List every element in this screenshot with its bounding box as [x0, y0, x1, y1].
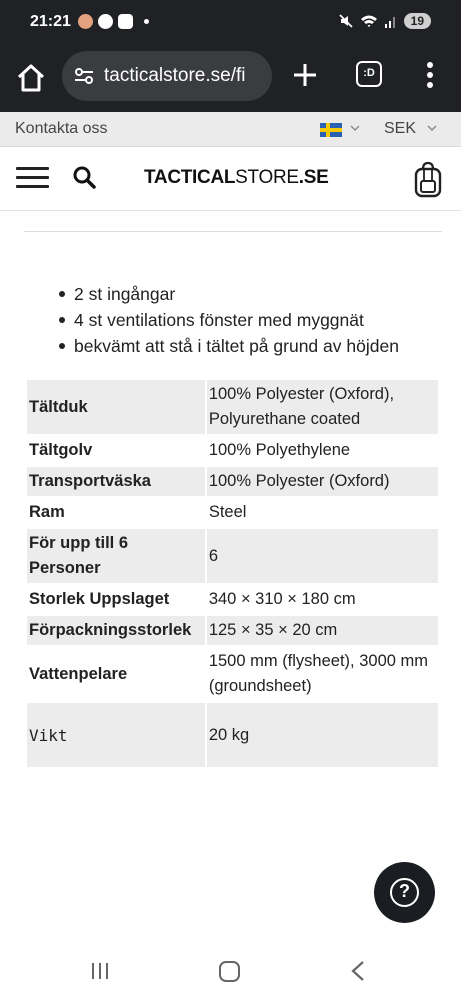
system-status-icons [338, 13, 431, 29]
spec-value: Steel [208, 503, 247, 521]
currency-chevron-down-icon[interactable] [427, 123, 437, 133]
help-button[interactable] [374, 862, 435, 923]
address-bar[interactable] [62, 51, 272, 101]
swedish-flag-icon[interactable] [320, 123, 342, 137]
browser-toolbar [0, 46, 461, 112]
table-row [27, 703, 438, 767]
list-item: 2 st ingångar [56, 283, 399, 309]
spec-value: 6 [207, 529, 438, 583]
home-icon[interactable] [15, 62, 47, 94]
logo-suffix-text: .SE [298, 167, 329, 188]
language-chevron-down-icon[interactable] [350, 123, 360, 133]
site-top-strip [0, 112, 461, 147]
spec-value: 1500 mm (flysheet), 3000 mm (groundsheet) [208, 652, 428, 695]
status-bar [0, 0, 461, 46]
table-row [27, 529, 438, 583]
battery-level: 19 [404, 13, 431, 29]
spec-key: För upp till 6 Personer [27, 529, 205, 583]
spec-value: 100% Polyethylene [208, 441, 351, 459]
status-time: 21:21 [30, 13, 71, 30]
feature-list [56, 283, 399, 361]
url-text: tacticalstore.se/fi [104, 65, 246, 86]
table-row [27, 498, 438, 527]
spec-key: Ram [29, 503, 65, 521]
more-notifications-dot-icon [144, 19, 149, 24]
contact-link[interactable]: Kontakta oss [15, 120, 108, 137]
table-row [27, 380, 438, 434]
discord-icon [118, 14, 133, 29]
messenger-icon [98, 14, 113, 29]
table-row [27, 585, 438, 614]
mute-icon [338, 13, 354, 29]
table-row [27, 436, 438, 465]
spec-value: 340 × 310 × 180 cm [208, 590, 356, 608]
spec-value: 100% Polyester (Oxford) [207, 467, 438, 496]
notification-icons [78, 14, 149, 29]
logo-light-text: STORE [235, 167, 299, 188]
more-menu-icon[interactable] [418, 60, 442, 90]
avatar-notification-icon [78, 14, 93, 29]
backpack-cart-icon[interactable] [412, 161, 444, 199]
spec-key: Förpackningsstorlek [27, 616, 205, 645]
currency-selector[interactable]: SEK [384, 120, 417, 137]
home-nav-icon[interactable] [219, 961, 240, 982]
question-mark-icon: ? [390, 878, 419, 907]
back-nav-icon[interactable] [350, 960, 366, 982]
spec-key: Vikt [27, 703, 205, 767]
spec-value: 100% Polyester (Oxford), Polyurethane coated [207, 380, 438, 434]
spec-value: 20 kg [207, 703, 438, 767]
site-settings-icon[interactable] [74, 66, 94, 86]
table-row [27, 467, 438, 496]
specifications-table [25, 378, 440, 769]
system-navigation-bar [0, 940, 461, 1000]
hamburger-menu-icon[interactable] [16, 167, 49, 189]
spec-key: Tältgolv [29, 441, 93, 459]
new-tab-icon[interactable] [290, 60, 320, 90]
site-header [0, 147, 461, 211]
list-item: bekvämt att stå i tältet på grund av höjden [56, 335, 399, 361]
spec-key: Transportväska [27, 467, 205, 496]
spec-key: Storlek Uppslaget [29, 590, 170, 608]
spec-key: Vattenpelare [29, 664, 128, 683]
spec-value: 125 × 35 × 20 cm [207, 616, 438, 645]
table-row [27, 616, 438, 645]
recent-apps-icon[interactable] [90, 962, 110, 980]
list-item: 4 st ventilations fönster med myggnät [56, 309, 399, 335]
tab-switcher-button[interactable]: :D [356, 61, 382, 87]
signal-icon [384, 14, 398, 28]
table-row [27, 647, 438, 701]
site-logo[interactable] [144, 167, 329, 189]
content-divider [24, 231, 442, 232]
logo-bold-text: TACTICAL [144, 167, 236, 188]
search-icon[interactable] [72, 165, 96, 189]
spec-key: Tältduk [27, 380, 205, 434]
wifi-icon [360, 14, 378, 28]
